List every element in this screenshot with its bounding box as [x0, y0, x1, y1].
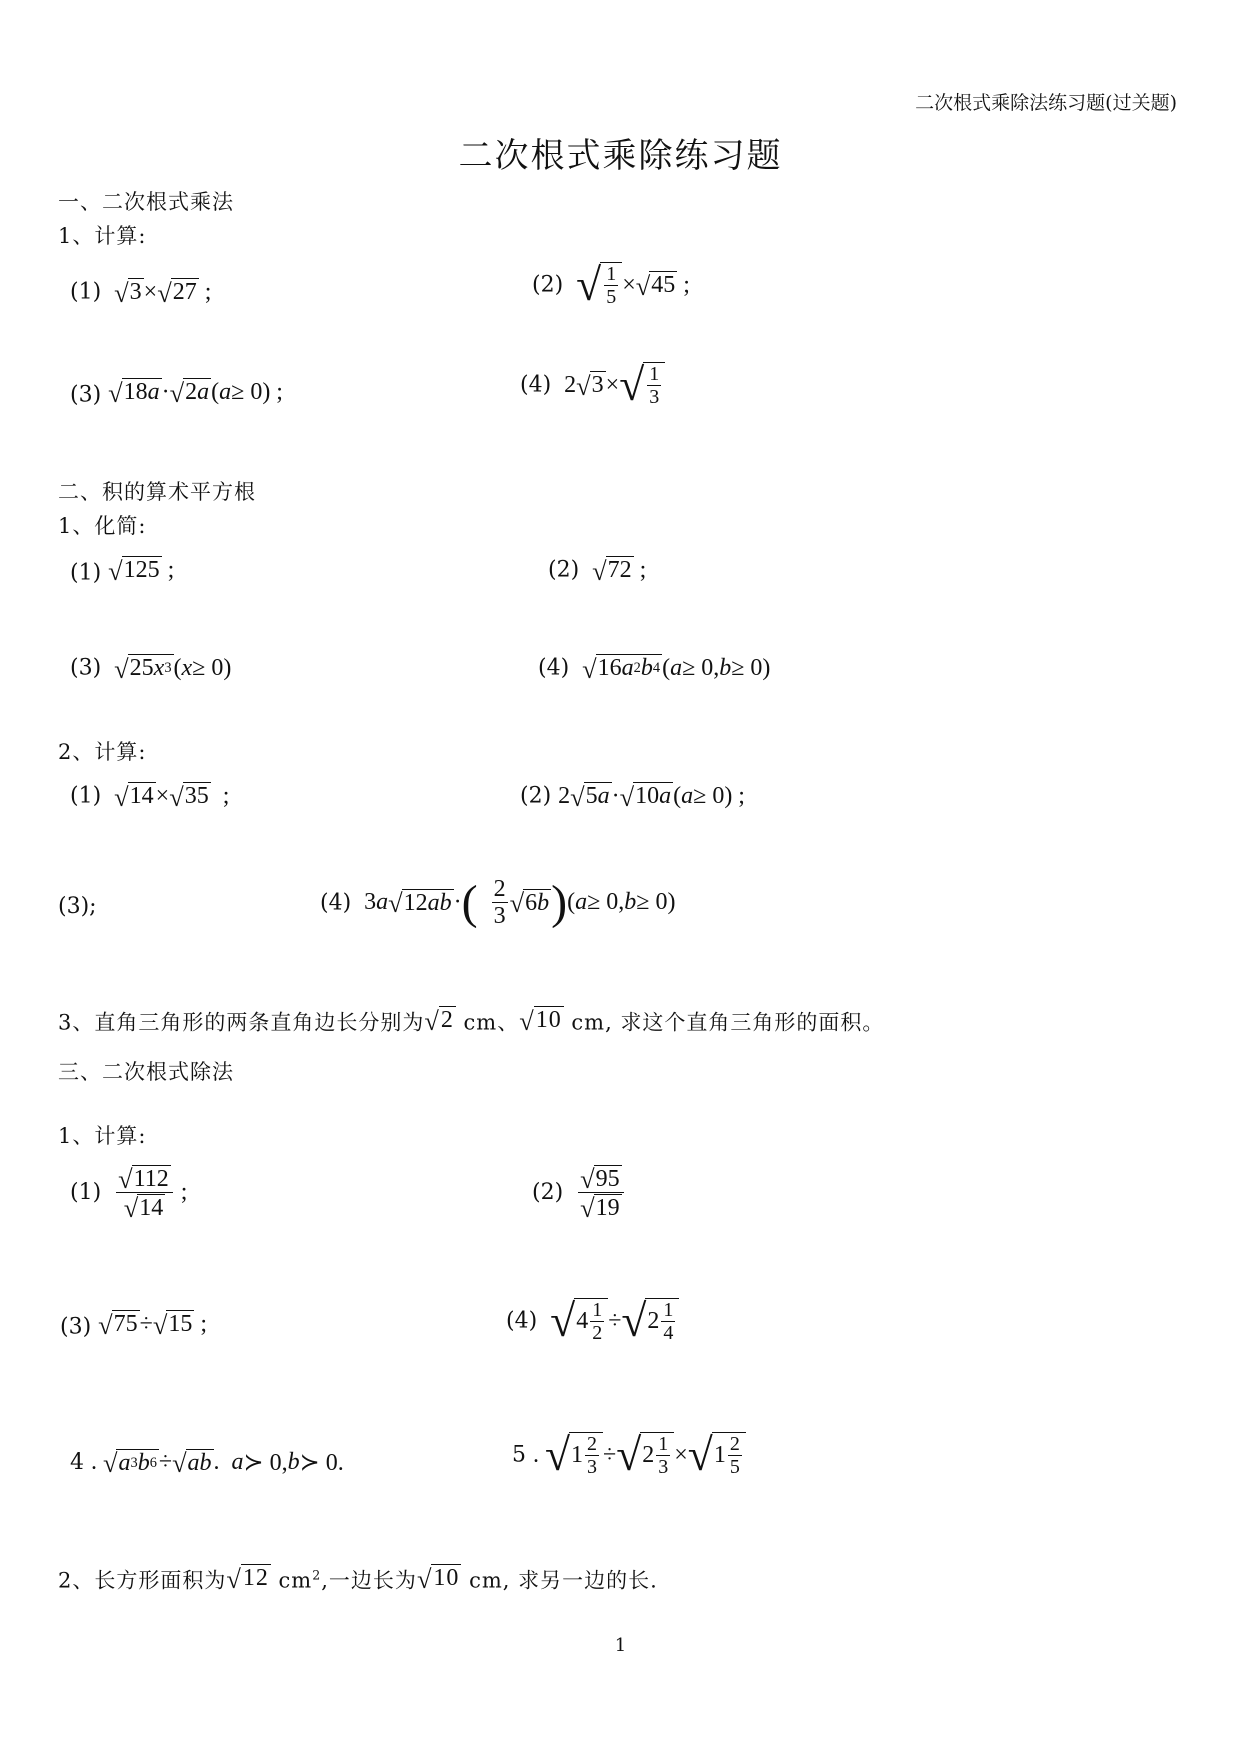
- exercise-item: [58, 894, 97, 919]
- question-label: 1、化简:: [58, 514, 147, 538]
- exercise-item: [512, 1429, 746, 1481]
- math-expression: 2 √ 3 × √ 1 3: [558, 362, 665, 408]
- section-heading-product-root: 二、积的算术平方根: [58, 480, 256, 504]
- unit-text: cm,: [469, 1568, 511, 1593]
- unit-text: cm: [278, 1568, 313, 1593]
- question-triangle: [58, 1006, 884, 1037]
- unit-text: cm,: [571, 1010, 613, 1035]
- question-text: 3、直角三角形的两条直角边长分别为: [58, 1010, 425, 1035]
- item-number: (3);: [58, 894, 97, 919]
- math-expression: √ 10: [416, 1563, 460, 1594]
- math-expression: . √ a 3 b 6 ÷ √ ab . a ≻ 0, b ≻ 0.: [91, 1448, 344, 1479]
- item-number: (3): [60, 1314, 92, 1340]
- item-number: (1): [70, 560, 102, 586]
- question-text: ,一边长为: [321, 1568, 417, 1593]
- exercise-item: [70, 654, 231, 682]
- math-expression: √ 1 5 × √ 45 ;: [576, 259, 690, 311]
- page-number: 1: [614, 1635, 627, 1656]
- exercise-item: [532, 259, 690, 311]
- exercise-item: [520, 359, 665, 411]
- math-expression: √ 25 x 3 ( x ≥ 0): [114, 653, 232, 684]
- item-number: 5: [512, 1442, 526, 1468]
- math-expression: . √ 1 2 3 ÷ √ 2 1 3 × √ 1 2 5: [533, 1432, 746, 1478]
- exercise-item: [70, 278, 211, 306]
- unit-text: cm、: [463, 1010, 520, 1035]
- item-number: (2): [532, 272, 564, 298]
- question-label: 2、计算:: [58, 740, 147, 764]
- item-number: 4: [70, 1450, 84, 1475]
- math-expression: 3 a √ 12 ab · ( 2 3 √ 6 b ) ( a ≥ 0, b ≥ 0): [358, 875, 676, 930]
- math-expression: √ 16 a 2 b 4 ( a ≥ 0, b ≥ 0): [582, 653, 771, 684]
- item-number: (1): [70, 1180, 102, 1206]
- question-label: 1、计算:: [58, 224, 147, 248]
- item-number: (2): [548, 557, 580, 583]
- math-expression: √ 95 √ 19: [570, 1164, 625, 1221]
- math-expression: √ 2: [424, 1005, 454, 1036]
- exercise-item: [520, 782, 745, 810]
- math-expression: √ 4 1 2 ÷ √ 2 1 4: [544, 1298, 679, 1344]
- item-number: (4): [506, 1308, 538, 1334]
- item-number: (4): [538, 655, 570, 681]
- question-label: 1、计算:: [58, 1124, 147, 1148]
- exercise-item: [320, 876, 675, 930]
- math-expression: √ 125 ;: [108, 555, 175, 586]
- item-number: (2): [520, 783, 552, 809]
- math-expression: √ 72 ;: [592, 555, 647, 586]
- math-expression: √ 10: [519, 1005, 562, 1036]
- item-number: (3): [70, 655, 102, 681]
- exercise-item: [548, 556, 646, 584]
- item-number: (1): [70, 783, 102, 809]
- math-expression: √ 75 ÷ √ 15 ;: [98, 1309, 207, 1340]
- math-expression: √ 112 √ 14 ;: [118, 1163, 188, 1223]
- item-number: (4): [320, 890, 352, 916]
- item-number: (3): [70, 382, 102, 408]
- math-expression: √ 12: [226, 1563, 269, 1594]
- math-expression: √ 18 a · √ 2 a ( a ≥ 0) ;: [108, 377, 283, 408]
- exercise-item: [538, 654, 770, 682]
- page-header: 二次根式乘除法练习题(过关题): [915, 92, 1177, 114]
- section-heading-division: 三、二次根式除法: [58, 1060, 234, 1084]
- math-expression: 2 √ 5 a · √ 10 a ( a ≥ 0) ;: [558, 781, 745, 812]
- math-expression: √ 14 × √ 35 ;: [114, 781, 230, 812]
- section-heading-multiplication: 一、二次根式乘法: [58, 190, 234, 214]
- exercise-item: [70, 1448, 344, 1477]
- question-text: 求另一边的长.: [518, 1568, 658, 1593]
- question-text: 2、长方形面积为: [58, 1568, 227, 1593]
- item-number: (4): [520, 372, 552, 398]
- exercise-item: [70, 378, 283, 408]
- exercise-item: [532, 1164, 626, 1221]
- item-number: (1): [70, 279, 102, 305]
- item-number: (2): [532, 1180, 564, 1206]
- unit-exponent: 2: [312, 1567, 322, 1583]
- exercise-item: [70, 556, 174, 586]
- exercise-item: [506, 1295, 679, 1347]
- page-title: 二次根式乘除练习题: [458, 136, 783, 176]
- exercise-item: [60, 1310, 207, 1340]
- question-rectangle: [58, 1564, 658, 1595]
- exercise-item: [70, 1164, 187, 1221]
- math-expression: √ 3 × √ 27 ;: [114, 277, 212, 308]
- question-text: 求这个直角三角形的面积。: [620, 1010, 885, 1035]
- exercise-item: [70, 782, 229, 810]
